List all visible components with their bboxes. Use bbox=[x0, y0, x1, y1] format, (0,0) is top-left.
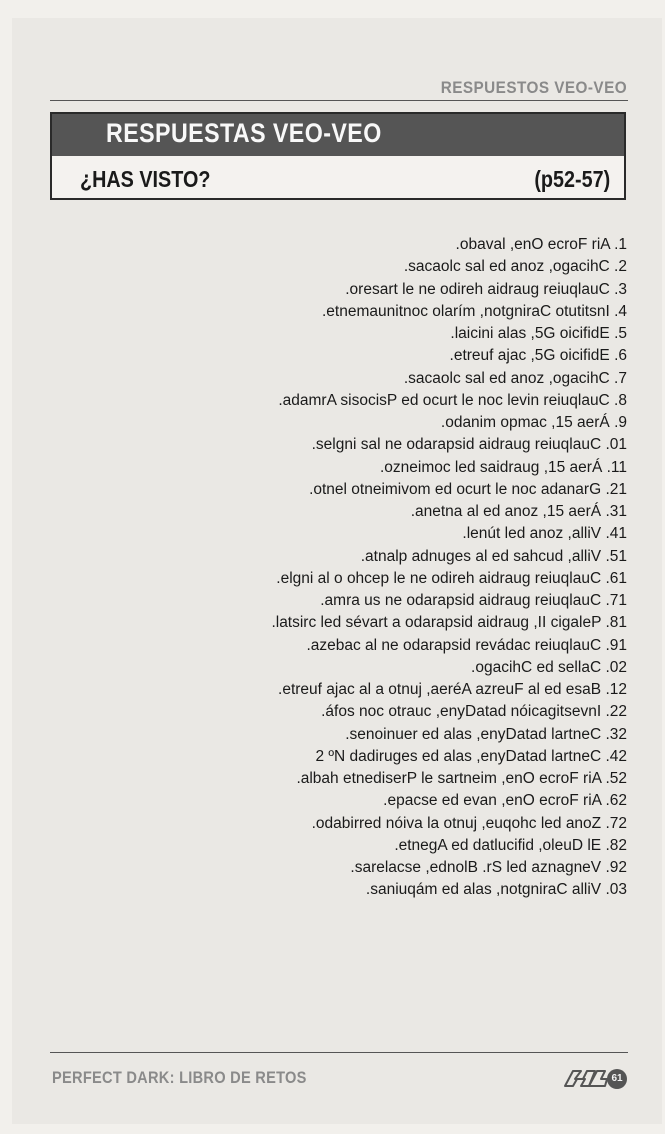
answer-item: 6. Edificio G5, caja fuerte. bbox=[449, 347, 627, 365]
answer-item: 1. Air Force One, lavabo. bbox=[455, 236, 627, 253]
answer-item: 14. Villa, zona del túnel. bbox=[462, 525, 627, 543]
answer-item: 17. Cualquier guardia disparado en su arma. bbox=[320, 592, 627, 609]
title-bar bbox=[52, 114, 624, 156]
running-header: RESPUESTOS VEO-VEO bbox=[440, 78, 627, 97]
page-reference: (p52-57) bbox=[534, 166, 610, 192]
answer-item: 29. Venganza del Sr. Blonde, escaleras. bbox=[350, 859, 627, 876]
answer-item: 4. Instituto Carington, míralo continuamente. bbox=[322, 302, 627, 320]
answer-item: 12. Granada con el truco de movimiento lento. bbox=[309, 480, 627, 498]
answer-item: 16. Cualquier guardia herido en el pecho o la ingle. bbox=[276, 569, 627, 587]
section-title: RESPUESTAS VEO-VEO bbox=[106, 118, 382, 148]
answer-item: 24. Central dataDyne, sala de seguridad Nº 2 bbox=[315, 747, 627, 765]
answer-list bbox=[67, 234, 627, 902]
answer-item: 15. Villa, duchas de la segunda planta. bbox=[360, 547, 627, 565]
answer-item: 25. Air Force One, mientras el Presidente habla. bbox=[296, 770, 627, 787]
answer-item: 26. Air Force One, nave de escape. bbox=[383, 792, 627, 810]
answer-item: 8. Cualquier nivel con el truco de Psicosis Armada. bbox=[278, 391, 627, 409]
answer-item: 10. Cualquier guardia disparado en las ingles. bbox=[311, 436, 627, 454]
answer-item: 13. Área 51, zona de la antena. bbox=[410, 503, 627, 520]
answer-item: 23. Central dataDyne, sala de reuniones. bbox=[345, 725, 627, 743]
answer-item: 20. Calles de Chicago. bbox=[471, 658, 627, 676]
answer-item: 5. Edificio G5, sala inicial. bbox=[450, 325, 627, 342]
answer-item: 2. Chicago, zona de las cloacas. bbox=[403, 258, 627, 276]
section-subtitle: ¿HAS VISTO? bbox=[80, 166, 211, 192]
book-title: PERFECT DARK: LIBRO DE RETOS bbox=[52, 1068, 307, 1087]
answer-item: 22. Investigación dataDyne, cuarto con sofá. bbox=[321, 703, 627, 721]
footer-divider bbox=[50, 1052, 628, 1053]
answer-item: 21. Base de la Fuerza Aérea, junto a la caja fuerte. bbox=[278, 681, 627, 698]
answer-item: 27. Zona del choque, junto al avión derribado. bbox=[311, 814, 627, 832]
answer-item: 11. Área 51, guardias del comienzo. bbox=[379, 458, 627, 476]
answer-item: 3. Cualquier guardia herido en el trasero. bbox=[345, 280, 627, 298]
n64-logo-icon bbox=[561, 1066, 609, 1092]
answer-item: 9. Área 51, campo minado. bbox=[440, 414, 627, 431]
answer-item: 28. El Duelo, dificultad de Agente. bbox=[394, 836, 627, 854]
answer-item: 7. Chicago, zona de las cloacas. bbox=[403, 369, 627, 387]
answer-item: 19. Cualquier cadáver disparado en la cabeza. bbox=[306, 636, 627, 654]
answer-item: 30. Villa Carington, sala de máquinas. bbox=[365, 881, 627, 899]
answer-item: 18. Pelagic II, guardia disparado a través del cristal. bbox=[271, 614, 627, 632]
header-divider bbox=[50, 100, 628, 101]
title-box bbox=[50, 112, 626, 200]
page-number: 61 bbox=[607, 1069, 627, 1089]
